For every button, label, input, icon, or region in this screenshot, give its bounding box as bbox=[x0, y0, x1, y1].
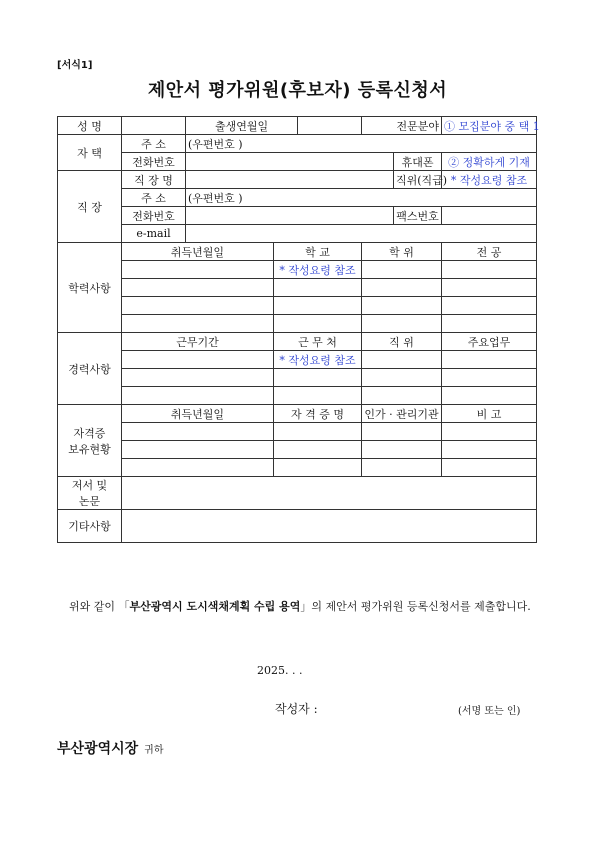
submission-date: 2025. . . bbox=[257, 664, 303, 677]
career-cell[interactable] bbox=[122, 351, 274, 369]
fax-input[interactable] bbox=[442, 207, 537, 225]
education-label: 학력사항 bbox=[58, 243, 122, 333]
education-cell[interactable] bbox=[442, 315, 537, 333]
registration-form-table bbox=[57, 116, 540, 543]
statement-suffix: 」의 제안서 평가위원 등록신청서를 제출합니다. bbox=[300, 600, 531, 613]
certificate-cell[interactable] bbox=[274, 459, 362, 477]
work-address-input[interactable]: (우편번호 ) bbox=[186, 189, 537, 207]
recipient bbox=[57, 738, 163, 758]
page-title: 제안서 평가위원(후보자) 등록신청서 bbox=[147, 80, 448, 101]
work-address-label: 주 소 bbox=[122, 189, 186, 207]
home-address-label: 주 소 bbox=[122, 135, 186, 153]
birth-input[interactable] bbox=[298, 117, 362, 135]
education-cell[interactable] bbox=[122, 315, 274, 333]
career-cell[interactable] bbox=[122, 369, 274, 387]
work-phone-input[interactable] bbox=[186, 207, 394, 225]
career-header: 주요업무 bbox=[442, 333, 537, 351]
author-label: 작성자 : bbox=[275, 702, 318, 716]
education-header: 학 교 bbox=[274, 243, 362, 261]
statement-prefix: 위와 같이 「 bbox=[69, 600, 130, 613]
career-cell[interactable] bbox=[442, 351, 537, 369]
career-header: 근 무 처 bbox=[274, 333, 362, 351]
certificate-cell[interactable] bbox=[122, 423, 274, 441]
form-number-label: [서식1] bbox=[57, 60, 93, 71]
recipient-suffix: 귀하 bbox=[144, 745, 164, 756]
education-cell[interactable] bbox=[122, 297, 274, 315]
certificate-header: 취득년월일 bbox=[122, 405, 274, 423]
education-cell[interactable] bbox=[274, 279, 362, 297]
education-cell[interactable] bbox=[362, 315, 442, 333]
education-cell[interactable] bbox=[442, 279, 537, 297]
certificate-cell[interactable] bbox=[362, 459, 442, 477]
education-cell[interactable] bbox=[122, 279, 274, 297]
mobile-input[interactable]: ② 정확하게 기재 bbox=[442, 153, 537, 171]
certificate-header: 인가 · 관리기관 bbox=[362, 405, 442, 423]
position-input[interactable]: * 작성요령 참조 bbox=[442, 171, 537, 189]
recipient-name: 부산광역시장 bbox=[57, 741, 139, 757]
name-label: 성 명 bbox=[58, 117, 122, 135]
career-cell[interactable] bbox=[122, 387, 274, 405]
company-label: 직 장 명 bbox=[122, 171, 186, 189]
certificate-header: 자 격 증 명 bbox=[274, 405, 362, 423]
career-cell[interactable] bbox=[362, 369, 442, 387]
fax-label: 팩스번호 bbox=[394, 207, 442, 225]
certificate-cell[interactable] bbox=[362, 423, 442, 441]
certificate-label-line1: 자격증 bbox=[73, 426, 106, 440]
home-phone-label: 전화번호 bbox=[122, 153, 186, 171]
home-address-input[interactable]: (우편번호 ) bbox=[186, 135, 537, 153]
career-cell[interactable] bbox=[442, 369, 537, 387]
education-cell[interactable]: * 작성요령 참조 bbox=[274, 261, 362, 279]
education-cell[interactable] bbox=[274, 315, 362, 333]
work-phone-label: 전화번호 bbox=[122, 207, 186, 225]
career-cell[interactable] bbox=[362, 351, 442, 369]
field-label: 전문분야 bbox=[396, 119, 440, 133]
project-name: 부산광역시 도시색채계획 수립 용역 bbox=[129, 600, 301, 613]
home-phone-input[interactable] bbox=[186, 153, 394, 171]
education-header: 전 공 bbox=[442, 243, 537, 261]
certificate-cell[interactable] bbox=[362, 441, 442, 459]
education-cell[interactable] bbox=[122, 261, 274, 279]
others-input[interactable] bbox=[122, 510, 537, 543]
publications-label-line1: 저서 및 bbox=[71, 479, 108, 492]
education-cell[interactable] bbox=[362, 261, 442, 279]
signature-label: (서명 또는 인) bbox=[458, 706, 521, 717]
birth-extra[interactable] bbox=[362, 117, 442, 135]
certificate-cell[interactable] bbox=[274, 441, 362, 459]
career-label: 경력사항 bbox=[58, 333, 122, 405]
certificate-cell[interactable] bbox=[442, 459, 537, 477]
name-input[interactable] bbox=[122, 117, 186, 135]
work-label: 직 장 bbox=[58, 171, 122, 243]
publications-label-line2: 논문 bbox=[78, 495, 101, 508]
certificate-cell[interactable] bbox=[122, 459, 274, 477]
career-header: 근무기간 bbox=[122, 333, 274, 351]
certificate-header: 비 고 bbox=[442, 405, 537, 423]
publications-label bbox=[58, 477, 122, 510]
certificate-label-line2: 보유현황 bbox=[68, 442, 111, 456]
education-cell[interactable] bbox=[442, 297, 537, 315]
email-label: e-mail bbox=[122, 225, 186, 243]
career-cell[interactable]: * 작성요령 참조 bbox=[274, 351, 362, 369]
education-cell[interactable] bbox=[362, 279, 442, 297]
home-label: 자 택 bbox=[58, 135, 122, 171]
position-label: 직위(직급) bbox=[394, 171, 442, 189]
others-label: 기타사항 bbox=[58, 510, 122, 543]
education-header: 취득년월일 bbox=[122, 243, 274, 261]
field-note[interactable]: ① 모집분야 중 택 1 bbox=[442, 117, 537, 135]
certificate-cell[interactable] bbox=[274, 423, 362, 441]
publications-input[interactable] bbox=[122, 477, 537, 510]
company-input[interactable] bbox=[186, 171, 394, 189]
submission-statement bbox=[57, 596, 537, 618]
education-cell[interactable] bbox=[442, 261, 537, 279]
career-cell[interactable] bbox=[362, 387, 442, 405]
career-cell[interactable] bbox=[274, 387, 362, 405]
email-input[interactable] bbox=[186, 225, 537, 243]
career-header: 직 위 bbox=[362, 333, 442, 351]
education-header: 학 위 bbox=[362, 243, 442, 261]
certificate-cell[interactable] bbox=[442, 441, 537, 459]
career-cell[interactable] bbox=[274, 369, 362, 387]
certificate-cell[interactable] bbox=[122, 441, 274, 459]
education-cell[interactable] bbox=[274, 297, 362, 315]
career-cell[interactable] bbox=[442, 387, 537, 405]
certificate-label bbox=[58, 405, 122, 477]
certificate-cell[interactable] bbox=[442, 423, 537, 441]
birth-label: 출생연월일 bbox=[186, 117, 298, 135]
education-cell[interactable] bbox=[362, 297, 442, 315]
mobile-label: 휴대폰 bbox=[394, 153, 442, 171]
